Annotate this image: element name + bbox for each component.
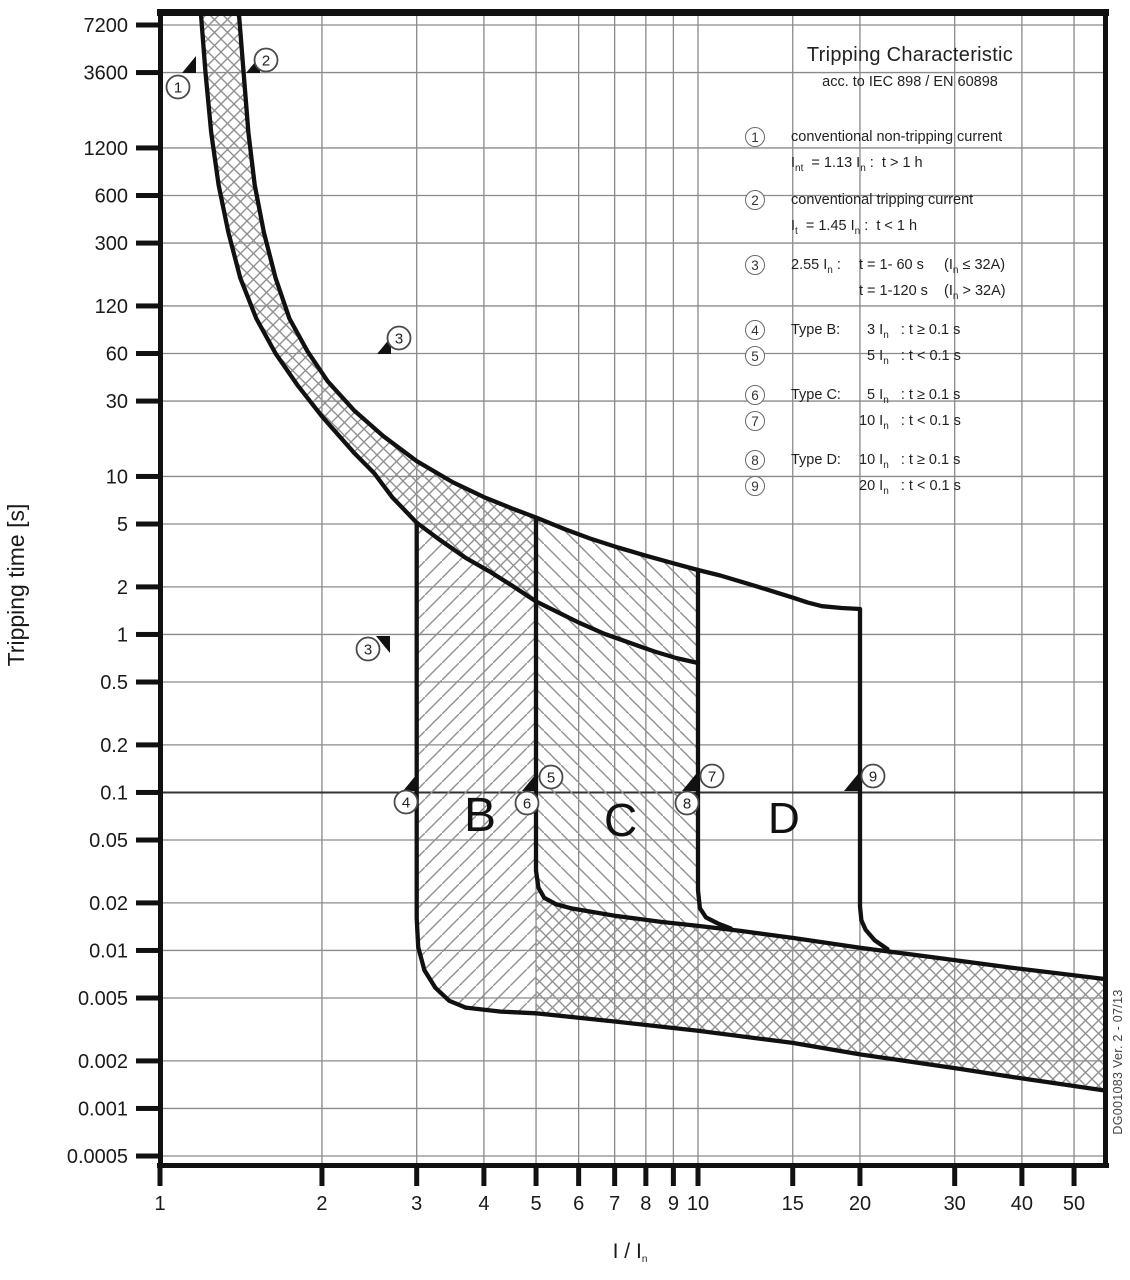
legend-value bbox=[791, 155, 923, 174]
legend-text: : t < 0.1 s bbox=[888, 348, 961, 364]
marker-flag-1 bbox=[182, 56, 196, 73]
legend-number-7: 7 bbox=[745, 411, 765, 431]
legend-subscript: n bbox=[952, 291, 959, 302]
legend-text: : t ≥ 0.1 s bbox=[888, 452, 961, 468]
legend-subscript: n bbox=[854, 226, 861, 237]
y-tick-label: 1200 bbox=[83, 137, 128, 160]
marker-number-9: 9 bbox=[868, 768, 878, 786]
marker-number-3: 3 bbox=[363, 641, 373, 659]
x-tick-label: 8 bbox=[640, 1193, 652, 1215]
legend-row-3 bbox=[737, 190, 1119, 211]
legend-text: ≤ 32A) bbox=[958, 257, 1006, 273]
legend-subscript: t bbox=[795, 226, 798, 237]
legend-text: conventional tripping current bbox=[791, 192, 974, 208]
legend-text: : bbox=[832, 257, 841, 273]
legend-subscript: n bbox=[883, 330, 889, 341]
legend-subscript: n bbox=[883, 395, 889, 406]
x-tick-label: 6 bbox=[573, 1193, 585, 1215]
legend-text: conventional non-tripping current bbox=[791, 129, 1003, 145]
legend-text: t = 1- 60 s (I bbox=[859, 257, 953, 273]
legend-text: 5 I bbox=[859, 387, 884, 403]
curve-type_d_upper bbox=[698, 570, 860, 609]
y-axis-title: Tripping time [s] bbox=[3, 503, 29, 667]
legend-row-2 bbox=[737, 153, 1119, 174]
chart-title: Tripping Characteristic bbox=[806, 44, 1014, 66]
legend-row-10 bbox=[737, 411, 1119, 432]
legend-value bbox=[859, 348, 961, 367]
legend-row-12 bbox=[737, 476, 1119, 497]
y-tick-label: 600 bbox=[94, 185, 128, 208]
legend-row-1 bbox=[737, 127, 1119, 148]
x-axis-line bbox=[157, 1163, 1109, 1168]
legend-text: Type C: bbox=[791, 387, 841, 403]
legend-type-label bbox=[791, 320, 859, 341]
legend-text: 10 I bbox=[859, 413, 884, 429]
legend-type-label bbox=[791, 450, 859, 471]
legend-text: : t ≥ 0.1 s bbox=[888, 387, 961, 403]
legend-row-11 bbox=[737, 450, 1119, 471]
legend-value bbox=[859, 478, 961, 497]
legend-subscript: n bbox=[860, 163, 866, 174]
marker-number-2: 2 bbox=[261, 52, 271, 70]
legend-row-5 bbox=[737, 255, 1119, 276]
y-tick-label: 0.05 bbox=[89, 830, 128, 853]
x-tick-label: 10 bbox=[686, 1193, 710, 1215]
y-tick-label: 0.1 bbox=[100, 782, 128, 805]
curve-thermal_upper_1.45In bbox=[239, 10, 698, 570]
marker-number-5: 5 bbox=[546, 769, 556, 787]
legend-row-6 bbox=[737, 281, 1119, 302]
legend-row-4 bbox=[737, 216, 1119, 237]
type-b-fill bbox=[417, 523, 536, 1014]
x-tick-label: 20 bbox=[848, 1193, 872, 1215]
x-axis-title-subscript: n bbox=[641, 1254, 648, 1265]
legend-type-label bbox=[791, 255, 859, 276]
marker-number-3: 3 bbox=[394, 330, 404, 348]
x-axis-title bbox=[560, 1240, 700, 1264]
region-label-b: B bbox=[464, 789, 497, 842]
legend-value bbox=[791, 218, 918, 237]
y-tick-label: 5 bbox=[116, 514, 128, 537]
legend-subscript: n bbox=[883, 356, 889, 367]
legend-value bbox=[859, 413, 961, 432]
legend-subscript: nt bbox=[795, 163, 804, 174]
legend-subscript: n bbox=[883, 460, 889, 471]
legend-value bbox=[859, 387, 961, 406]
x-tick-label: 1 bbox=[154, 1193, 166, 1215]
region-label-c: C bbox=[604, 794, 638, 846]
x-tick-label: 9 bbox=[667, 1193, 679, 1215]
y-tick-label: 300 bbox=[94, 233, 128, 256]
y-tick-label: 60 bbox=[105, 343, 128, 366]
legend-number-6: 6 bbox=[745, 385, 765, 405]
x-tick-label: 4 bbox=[478, 1193, 490, 1215]
legend-value bbox=[791, 129, 1002, 145]
x-tick-label: 40 bbox=[1010, 1193, 1034, 1215]
marker-number-1: 1 bbox=[173, 79, 183, 97]
y-tick-label: 2 bbox=[116, 576, 128, 599]
legend-text: : t < 0.1 s bbox=[888, 413, 961, 429]
legend-number-9: 9 bbox=[745, 476, 765, 496]
legend-text: 10 I bbox=[859, 452, 884, 468]
y-tick-label: 0.02 bbox=[89, 892, 128, 915]
legend-subscript: n bbox=[827, 265, 833, 276]
chart-title-block bbox=[745, 44, 1075, 90]
legend-number-2: 2 bbox=[745, 190, 765, 210]
x-tick-label: 5 bbox=[530, 1193, 542, 1215]
y-tick-label: 0.01 bbox=[89, 940, 128, 963]
legend-text: 2.55 I bbox=[791, 257, 828, 273]
y-tick-label: 120 bbox=[94, 295, 128, 318]
x-tick-label: 2 bbox=[316, 1193, 328, 1215]
legend-value bbox=[859, 452, 961, 471]
legend-type-label bbox=[791, 385, 859, 406]
legend-row-7 bbox=[737, 320, 1119, 341]
marker-number-7: 7 bbox=[707, 768, 717, 786]
y-tick-label: 0.002 bbox=[77, 1050, 128, 1073]
type-c-fill bbox=[536, 518, 698, 926]
marker-number-6: 6 bbox=[522, 795, 532, 813]
y-tick-label: 30 bbox=[105, 391, 128, 414]
y-tick-label: 0.5 bbox=[100, 672, 128, 695]
top-border bbox=[157, 9, 1109, 16]
legend-number-5: 5 bbox=[745, 346, 765, 366]
legend-rows bbox=[737, 127, 1119, 497]
legend-text: = 1.45 I bbox=[797, 218, 855, 234]
x-tick-label: 7 bbox=[609, 1193, 621, 1215]
y-tick-label: 7200 bbox=[83, 15, 128, 37]
legend-text: t = 1-120 s (I bbox=[859, 283, 953, 299]
legend-subscript: n bbox=[952, 265, 959, 276]
x-axis-title-text: I / I bbox=[612, 1240, 642, 1263]
legend bbox=[737, 122, 1119, 497]
legend-text: : t < 0.1 s bbox=[888, 478, 961, 494]
legend-text: : t > 1 h bbox=[865, 155, 923, 171]
legend-text: 5 I bbox=[859, 348, 884, 364]
x-tick-label: 15 bbox=[781, 1193, 804, 1215]
legend-row-8 bbox=[737, 346, 1119, 367]
marker-number-8: 8 bbox=[682, 795, 692, 813]
legend-subscript: n bbox=[883, 421, 889, 432]
legend-value bbox=[859, 283, 1006, 302]
legend-text: : t < 1 h bbox=[860, 218, 918, 234]
legend-text: 20 I bbox=[859, 478, 884, 494]
legend-text: = 1.13 I bbox=[803, 155, 861, 171]
x-tick-label: 50 bbox=[1062, 1193, 1086, 1215]
document-number: DG001083 Ver. 2 - 07/13 bbox=[1111, 989, 1125, 1135]
legend-text: I bbox=[791, 155, 796, 171]
legend-value bbox=[859, 257, 1006, 276]
legend-value bbox=[791, 192, 973, 208]
legend-text: Type D: bbox=[791, 452, 841, 468]
marker-number-4: 4 bbox=[401, 794, 411, 812]
curve-d_left_10In bbox=[698, 570, 731, 928]
x-tick-label: 3 bbox=[411, 1193, 423, 1215]
legend-number-3: 3 bbox=[745, 255, 765, 275]
legend-text: I bbox=[791, 218, 796, 234]
legend-row-9 bbox=[737, 385, 1119, 406]
legend-text: : t ≥ 0.1 s bbox=[888, 322, 961, 338]
legend-text: Type B: bbox=[791, 322, 841, 338]
y-tick-label: 0.0005 bbox=[66, 1146, 128, 1169]
marker-flag-9 bbox=[844, 774, 858, 791]
y-tick-label: 0.2 bbox=[100, 734, 128, 757]
chart-subtitle: acc. to IEC 898 / EN 60898 bbox=[822, 74, 998, 90]
y-tick-label: 10 bbox=[105, 466, 128, 489]
y-tick-label: 3600 bbox=[83, 62, 128, 85]
legend-number-1: 1 bbox=[745, 127, 765, 147]
y-tick-label: 0.001 bbox=[77, 1098, 128, 1121]
legend-number-4: 4 bbox=[745, 320, 765, 340]
legend-text: 3 I bbox=[859, 322, 884, 338]
y-tick-label: 0.005 bbox=[77, 988, 128, 1011]
legend-text: > 32A) bbox=[958, 283, 1006, 299]
legend-number-8: 8 bbox=[745, 450, 765, 470]
y-tick-label: 1 bbox=[116, 624, 128, 647]
legend-subscript: n bbox=[883, 486, 889, 497]
x-tick-label: 30 bbox=[943, 1193, 966, 1215]
region-label-d: D bbox=[768, 794, 800, 843]
legend-value bbox=[859, 322, 961, 341]
